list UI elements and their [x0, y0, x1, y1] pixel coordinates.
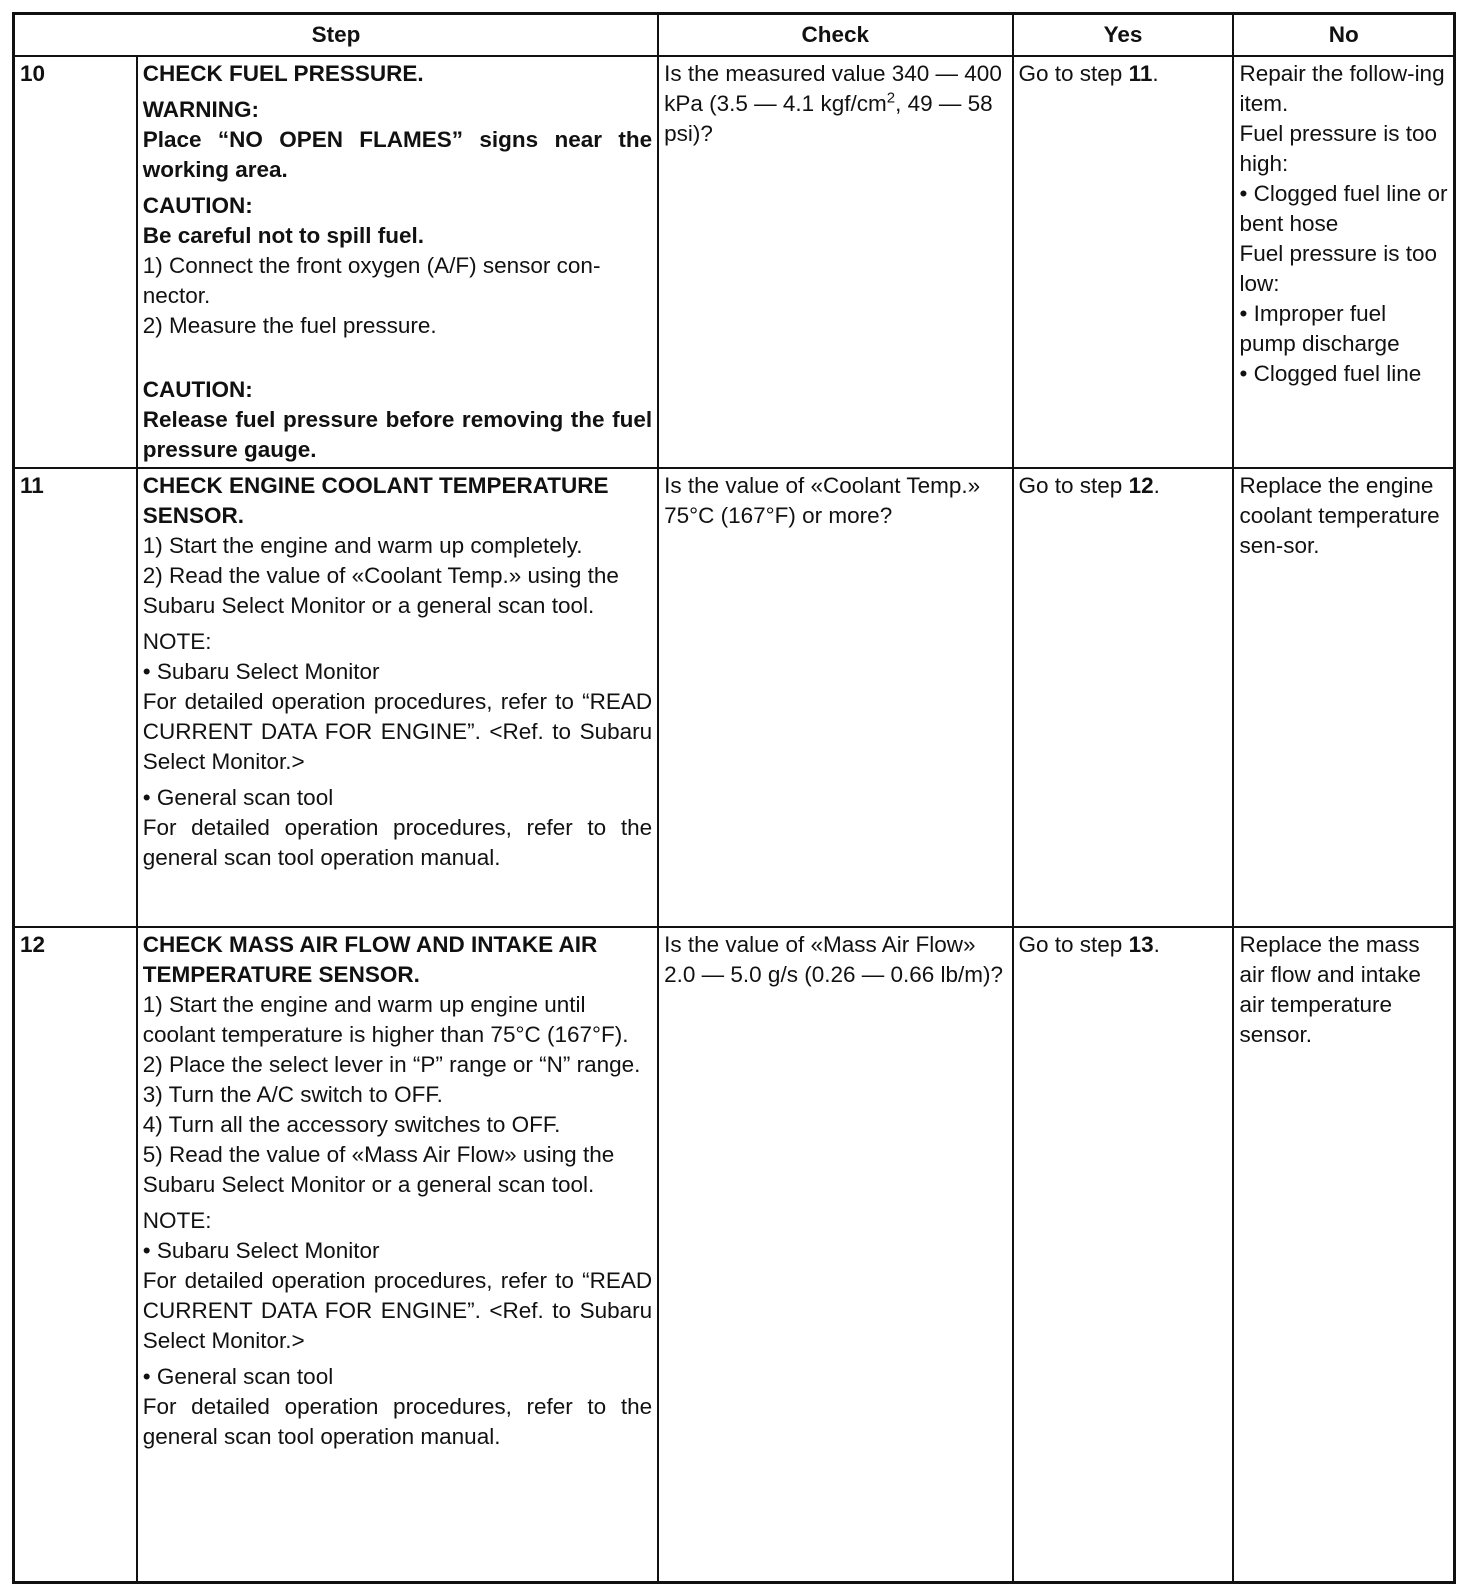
no-line: Repair the follow-ing item. — [1239, 61, 1445, 116]
step-number: 10 — [14, 56, 137, 468]
header-step: Step — [14, 14, 659, 57]
table-row — [14, 56, 1455, 468]
note-item: • General scan tool — [142, 785, 334, 810]
procedure-step: 4) Turn all the accessory switches to OFF. — [142, 1112, 561, 1137]
no-line: • Clogged fuel line — [1239, 361, 1422, 386]
warning-label: WARNING: — [142, 97, 259, 122]
check-text: Is the measured value 340 — 400 kPa (3.5 — 4.1 kgf/cm — [664, 61, 1002, 116]
yes-cell — [1013, 927, 1234, 1583]
step-cell — [137, 468, 658, 927]
header-no: No — [1233, 14, 1454, 57]
superscript: 2 — [886, 89, 896, 107]
note-text: For detailed operation procedures, refer to “READ CURRENT DATA FOR ENGINE”. <Ref. to Subaru Select Monitor.> — [142, 689, 653, 774]
header-yes: Yes — [1013, 14, 1234, 57]
yes-cell — [1013, 56, 1234, 468]
yes-text: . — [1153, 932, 1160, 957]
step-number: 11 — [14, 468, 137, 927]
no-line: Fuel pressure is too low: — [1239, 241, 1438, 296]
step-cell — [137, 927, 658, 1583]
step-title: CHECK ENGINE COOLANT TEMPERATURE SENSOR. — [142, 473, 609, 528]
diagnostic-table — [12, 12, 1456, 1584]
no-cell: Replace the mass air flow and intake air temperature sensor. — [1233, 927, 1454, 1583]
no-cell — [1233, 56, 1454, 468]
no-line: • Improper fuel pump discharge — [1239, 301, 1400, 356]
note-text: For detailed operation procedures, refer to the general scan tool operation manual. — [142, 815, 653, 870]
no-cell: Replace the engine coolant temperature sen-sor. — [1233, 468, 1454, 927]
caution-label: CAUTION: — [142, 193, 253, 218]
procedure-step: 2) Read the value of «Coolant Temp.» using the Subaru Select Monitor or a general scan tool. — [142, 563, 619, 618]
procedure-step: 3) Turn the A/C switch to OFF. — [142, 1082, 443, 1107]
table-row — [14, 468, 1455, 927]
yes-text: Go to step — [1018, 473, 1129, 498]
check-text: , 49 — 58 psi)? — [664, 91, 993, 146]
yes-text: Go to step — [1018, 61, 1129, 86]
step-number: 12 — [14, 927, 137, 1583]
note-label: NOTE: — [142, 1208, 212, 1233]
note-label: NOTE: — [142, 629, 212, 654]
yes-text: Go to step — [1018, 932, 1129, 957]
check-cell: Is the value of «Coolant Temp.» 75°C (167°F) or more? — [658, 468, 1012, 927]
yes-text: . — [1153, 473, 1160, 498]
note-item: • Subaru Select Monitor — [142, 1238, 380, 1263]
procedure-step: 5) Read the value of «Mass Air Flow» using the Subaru Select Monitor or a general scan tool. — [142, 1142, 615, 1197]
procedure-step: 1) Start the engine and warm up completely. — [142, 533, 583, 558]
step-link[interactable]: 13 — [1128, 932, 1154, 957]
check-cell: Is the value of «Mass Air Flow» 2.0 — 5.0 g/s (0.26 — 0.66 lb/m)? — [658, 927, 1012, 1583]
step-title: CHECK MASS AIR FLOW AND INTAKE AIR TEMPERATURE SENSOR. — [142, 932, 598, 987]
step-link[interactable]: 12 — [1128, 473, 1154, 498]
step-link[interactable]: 11 — [1128, 61, 1153, 86]
note-text: For detailed operation procedures, refer to the general scan tool operation manual. — [142, 1394, 653, 1449]
yes-text: . — [1152, 61, 1159, 86]
note-item: • General scan tool — [142, 1364, 334, 1389]
procedure-step: 2) Measure the fuel pressure. — [142, 313, 437, 338]
note-item: • Subaru Select Monitor — [142, 659, 380, 684]
yes-cell — [1013, 468, 1234, 927]
caution-label: CAUTION: — [142, 377, 253, 402]
check-cell — [658, 56, 1012, 468]
procedure-step: 1) Start the engine and warm up engine until coolant temperature is higher than 75°C (167°F). — [142, 992, 629, 1047]
warning-text: Place “NO OPEN FLAMES” signs near the working area. — [142, 127, 653, 182]
no-line: • Clogged fuel line or bent hose — [1239, 181, 1448, 236]
note-text: For detailed operation procedures, refer to “READ CURRENT DATA FOR ENGINE”. <Ref. to Subaru Select Monitor.> — [142, 1268, 653, 1353]
caution-text: Be careful not to spill fuel. — [142, 223, 425, 248]
header-row — [14, 14, 1455, 57]
procedure-step: 2) Place the select lever in “P” range or “N” range. — [142, 1052, 641, 1077]
header-check: Check — [658, 14, 1012, 57]
procedure-step: 1) Connect the front oxygen (A/F) sensor con-nector. — [142, 253, 601, 308]
table-row — [14, 927, 1455, 1583]
caution-text: Release fuel pressure before removing the fuel pressure gauge. — [142, 407, 653, 462]
step-title: CHECK FUEL PRESSURE. — [142, 61, 424, 86]
no-line: Fuel pressure is too high: — [1239, 121, 1438, 176]
step-cell — [137, 56, 658, 468]
